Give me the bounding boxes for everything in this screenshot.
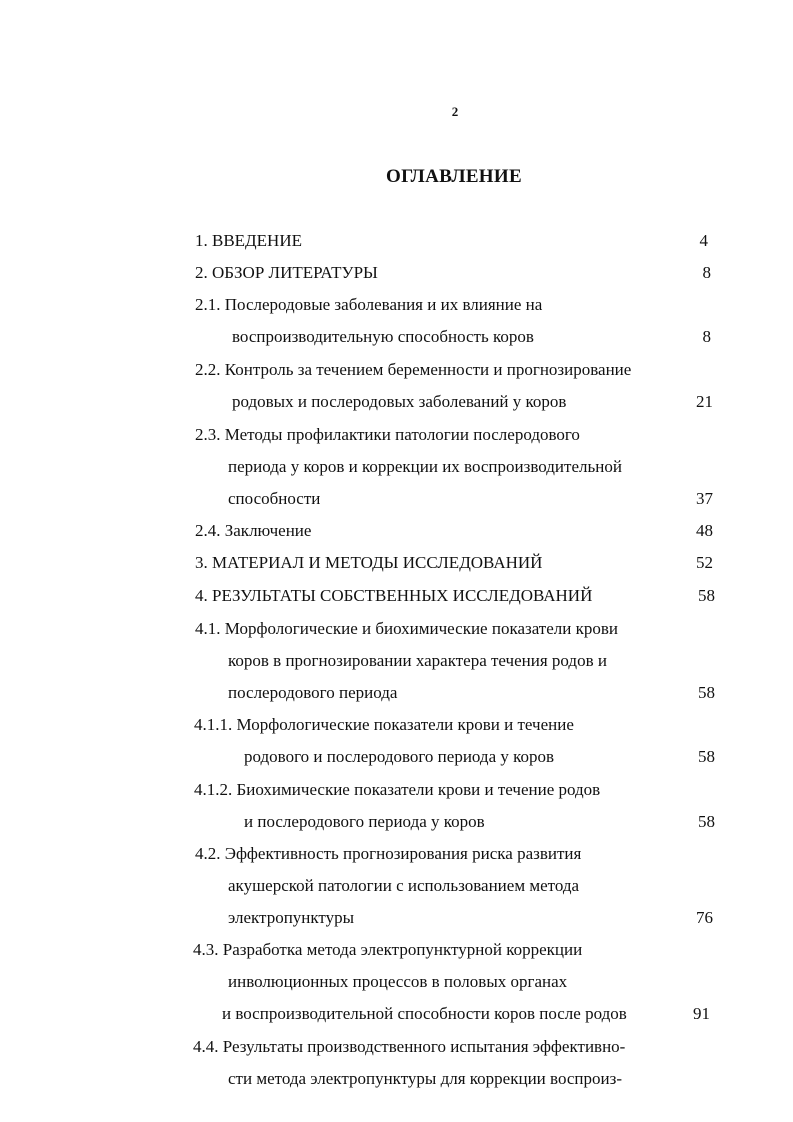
toc-entry-continuation: способности <box>228 489 321 508</box>
toc-entry-continuation: акушерской патологии с использованием метода <box>228 876 580 895</box>
toc-entry-continuation: инволюционных процессов в половых органах <box>228 972 568 991</box>
toc-entry-title: 4.3. Разработка метода электропунктурной коррекции <box>193 940 583 959</box>
toc-entry-title: 2.4. Заключение <box>195 521 312 540</box>
toc-entry-title: 4. РЕЗУЛЬТАТЫ СОБСТВЕННЫХ ИССЛЕДОВАНИЙ <box>195 586 593 605</box>
page-number: 2 <box>451 104 459 119</box>
toc-entry-continuation: воспроизводительную способность коров <box>232 327 534 346</box>
toc-entry-continuation: периода у коров и коррекции их воспроизводительной <box>228 457 622 476</box>
toc-entry-page: 21 <box>696 392 713 411</box>
toc-entry-continuation: родовых и послеродовых заболеваний у коров <box>232 392 567 411</box>
toc-entry-page: 58 <box>698 812 715 831</box>
toc-entry-continuation: коров в прогнозировании характера течения родов и <box>228 651 607 670</box>
toc-entry-page: 58 <box>698 683 715 702</box>
toc-entry-title: 2.2. Контроль за течением беременности и прогнозирование <box>195 360 632 379</box>
toc-entry-page: 48 <box>696 521 713 540</box>
toc-entry-continuation: и воспроизводительной способности коров после родов <box>222 1004 627 1023</box>
toc-entry-page: 76 <box>696 908 713 927</box>
toc-entry-title: 1. ВВЕДЕНИЕ <box>195 231 302 250</box>
toc-entry-title: 2.3. Методы профилактики патологии послеродового <box>195 425 580 444</box>
toc-entry-page: 52 <box>696 553 713 572</box>
toc-entry-title: 2. ОБЗОР ЛИТЕРАТУРЫ <box>195 263 378 282</box>
toc-entry-page: 4 <box>699 231 708 250</box>
toc-entry-continuation: родового и послеродового периода у коров <box>244 747 555 766</box>
toc-entry-title: 2.1. Послеродовые заболевания и их влияние на <box>195 295 543 314</box>
toc-entry-page: 8 <box>702 263 711 282</box>
toc-entry-continuation: и послеродового периода у коров <box>244 812 485 831</box>
toc-entry-title: 3. МАТЕРИАЛ И МЕТОДЫ ИССЛЕДОВАНИЙ <box>195 553 543 572</box>
toc-entry-page: 58 <box>698 586 715 605</box>
toc-entry-page: 58 <box>698 747 715 766</box>
toc-entry-title: 4.1.1. Морфологические показатели крови и течение <box>194 715 574 734</box>
toc-entry-page: 37 <box>696 489 713 508</box>
toc-entry-continuation: послеродового периода <box>228 683 398 702</box>
toc-entry-title: 4.1.2. Биохимические показатели крови и течение родов <box>194 780 601 799</box>
toc-entry-title: 4.1. Морфологические и биохимические показатели крови <box>195 619 618 638</box>
page-title: ОГЛАВЛЕНИЕ <box>386 166 522 187</box>
toc-entry-continuation: сти метода электропунктуры для коррекции воспроиз- <box>228 1069 622 1088</box>
toc-entry-page: 91 <box>693 1004 710 1023</box>
toc-entry-title: 4.4. Результаты производственного испытания эффективно- <box>193 1037 626 1056</box>
toc-entry-page: 8 <box>702 327 711 346</box>
toc-entry-title: 4.2. Эффективность прогнозирования риска развития <box>195 844 582 863</box>
toc-entry-continuation: электропунктуры <box>228 908 355 927</box>
